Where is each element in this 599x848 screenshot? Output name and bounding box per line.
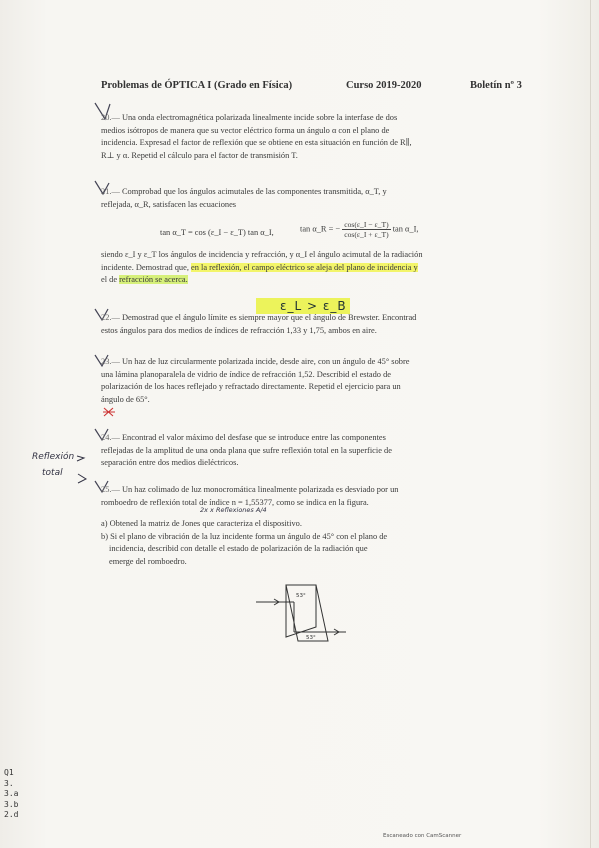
highlighted-text: en la reflexión, el campo eléctrico se aleja del plano de incidencia y [191,262,418,272]
problem-25 [101,484,473,509]
handwritten-annotation: ε_L > ε_B [280,299,347,313]
problem-line: el de [101,275,120,285]
problem-line: Encontrad el valor máximo del desfase que se introduce entre las componentes [121,433,386,442]
cross-mark-icon [102,406,116,418]
margin-note: 3.a [4,789,19,798]
problem-line: Comprobad que los ángulos acimutales de las componentes transmitida, α_T, y [121,187,387,196]
handwritten-margin-note: Reflexión [32,452,75,462]
fraction [342,220,390,239]
problem-line: medios isótropos de manera que su vector eléctrico forma un ángulo α con el plano de [101,125,390,135]
equation-transmitted: tan α_T = cos (ε_I − ε_T) tan α_I, [160,228,274,237]
problem-23 [101,356,473,406]
problem-line: polarización de los haces reflejado y refractado directamente. Repetid el ejercicio para un [101,382,401,392]
problem-number: 21.— [101,187,120,196]
problem-item-a: a) Obtened la matriz de Jones que caracteriza el dispositivo. [101,519,302,528]
problem-item-b: b) Si el plano de vibración de la luz incidente forma un ángulo de 45° con el plano de [101,531,388,541]
problem-number: 20.— [101,113,120,122]
margin-note: Q1 [4,768,14,777]
problem-line: romboedro de reflexión total de índice n = 1,55377, como se indica en la figura. [101,497,369,507]
problem-number: 24.— [101,433,120,442]
problem-line: separación entre dos medios dieléctricos. [101,458,239,468]
brace-arrow-icon [74,450,92,490]
problem-line: Una onda electromagnética polarizada linealmente incide sobre la interfase de dos [121,113,398,122]
header-title: Problemas de ÓPTICA I (Grado en Física) [101,80,293,91]
problem-number: 25.— [101,485,120,494]
handwritten-margin-list [4,768,18,821]
problem-25-items [101,518,473,568]
problem-21-continued [101,249,473,287]
problem-line: una lámina planoparalela de vidrio de índice de refracción 1,52. Describid el estado de [101,369,391,379]
equation-reflected [300,220,419,239]
fraction-numerator: cos(ε_I − ε_T) [344,220,389,229]
page-edge [590,0,591,848]
equation-part: tan α_I, [392,224,419,234]
header-course: Curso 2019-2020 [346,80,422,91]
problem-line: estos ángulos para dos medios de índices de refracción 1,33 y 1,75, ambos en aire. [101,325,377,335]
handwritten-annotation: 2x x Reflexiones A/4 [200,506,267,514]
problem-20 [101,112,473,162]
margin-note: 3.b [4,799,19,809]
header-sheet: Boletín nº 3 [470,80,522,91]
equation-part: tan α_R = − [300,224,341,234]
problem-line: reflejadas de la amplitud de una onda plana que sufre reflexión total en la superficie de [101,445,392,455]
problem-line: Un haz de luz circularmente polarizada incide, desde aire, con un ángulo de 45° sobre [121,357,410,366]
figure-angle-label: 53° [306,635,316,641]
highlighted-text: refracción se acerca. [119,275,188,285]
problem-line: R⊥ y α. Repetid el cálculo para el factor de transmisión T. [101,150,298,160]
problem-number: 22.— [101,313,120,322]
problem-item-b-cont: incidencia, describid con detalle el estado de polarización de la radiación que [109,544,368,554]
problem-line: reflejada, α_R, satisfacen las ecuaciones [101,199,237,209]
margin-note: 2.d [4,810,19,819]
fraction-denominator: cos(ε_I + ε_T) [344,230,389,239]
problem-line: ángulo de 65°. [101,394,150,404]
problem-22 [101,312,473,337]
problem-line: incidencia. Expresad el factor de reflexión que se obtiene en esta situación en función de R∥, [101,138,412,148]
problem-21 [101,186,473,211]
problem-line: Demostrad que el ángulo límite es siempre mayor que el ángulo de Brewster. Encontrad [121,313,417,322]
rhombohedron-figure [256,575,346,655]
problem-24 [101,432,473,470]
problem-item-b-cont: emerge del romboedro. [109,556,187,566]
figure-angle-label: 53° [296,593,306,599]
margin-note: 3. [4,778,14,788]
problem-line: incidente. Demostrad que, [101,262,192,272]
handwritten-margin-note: total [42,468,63,478]
problem-line: siendo ε_I y ε_T los ángulos de incidencia y refracción, y α_I el ángulo acimutal de la radiación [101,250,423,259]
problem-number: 23.— [101,357,120,366]
scanner-watermark: Escaneado con CamScanner [383,833,462,839]
problem-line: Un haz colimado de luz monocromática linealmente polarizada es desviado por un [121,485,399,494]
